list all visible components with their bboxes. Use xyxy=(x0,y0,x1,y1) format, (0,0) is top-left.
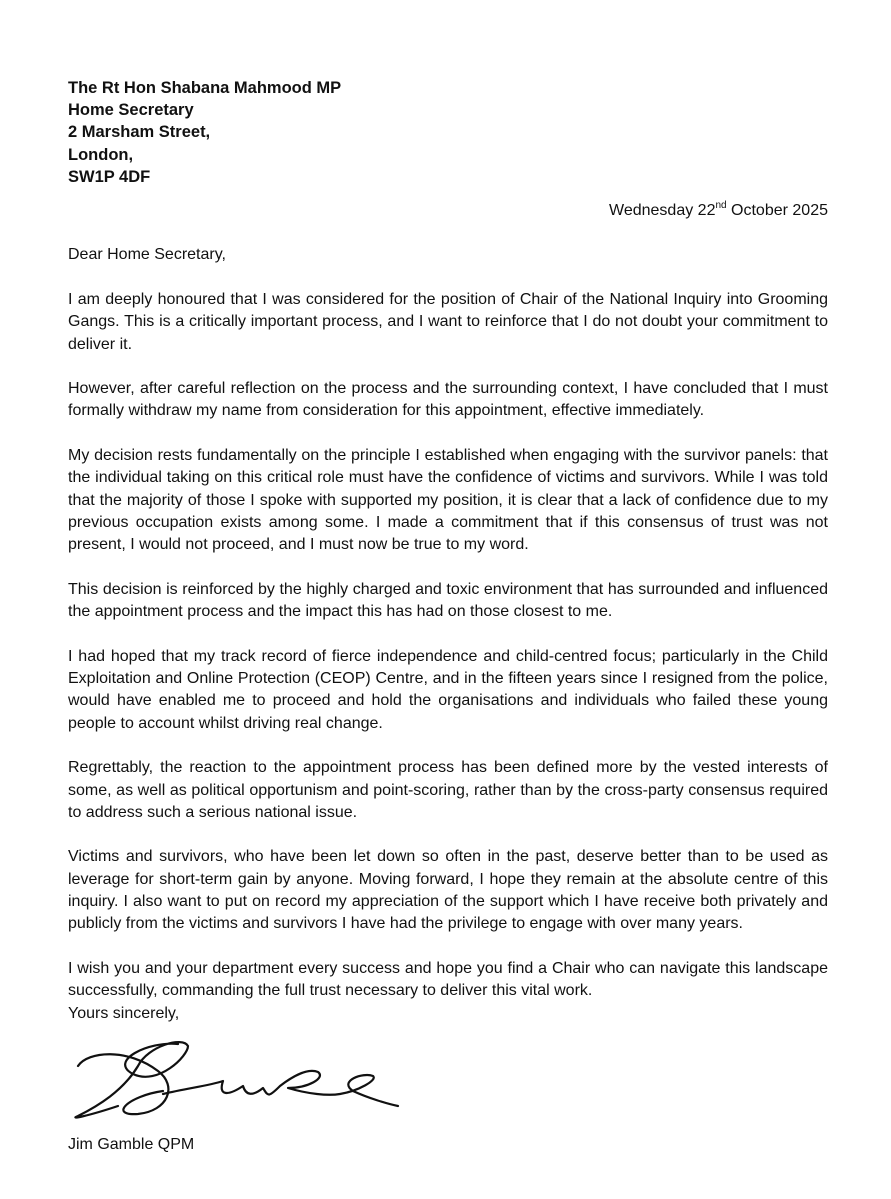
closing: Yours sincerely, xyxy=(68,1005,180,1022)
paragraph: However, after careful reflection on the process and the surrounding context, I have concluded that I must formally withdraw my name from consideration for this appointment, effective immediately. xyxy=(68,380,828,420)
paragraph: Regrettably, the reaction to the appointment process has been defined more by the vested interests of some, as well as political opportunism and point-scoring, rather than by the cross-party consensus required to address such a serious national issue. xyxy=(68,759,828,821)
letter-date xyxy=(609,202,828,220)
paragraph: I am deeply honoured that I was considered for the position of Chair of the National Inquiry into Grooming Gangs. This is a critically important process, and I want to reinforce that I do not doubt your commitment to deliver it. xyxy=(68,291,828,353)
recipient-line: 2 Marsham Street, xyxy=(68,123,211,142)
paragraph: This decision is reinforced by the highly charged and toxic environment that has surrounded and influenced the appointment process and the impact this has had on those closest to me. xyxy=(68,580,828,621)
date-month-year: October 2025 xyxy=(726,202,828,219)
date-ordinal: nd xyxy=(715,200,727,211)
signatory-name: Jim Gamble QPM xyxy=(68,1136,195,1153)
recipient-line: London, xyxy=(68,145,134,164)
paragraph: Victims and survivors, who have been let down so often in the past, deserve better than to be used as leverage for short-term gain by anyone. Moving forward, I hope they remain at the absolute centre of this inquiry. I also want to put on record my appreciation of the support which I have receive both privately and publicly from the victims and survivors I have had the privilege to engage with over many years. xyxy=(68,848,828,933)
recipient-line: SW1P 4DF xyxy=(68,167,151,186)
recipient-address xyxy=(68,77,341,188)
recipient-line: The Rt Hon Shabana Mahmood MP xyxy=(68,79,342,97)
paragraph: I wish you and your department every success and hope you find a Chair who can navigate this landscape successfully, commanding the full trust necessary to deliver this vital work. xyxy=(68,959,828,1000)
letter-body xyxy=(68,289,828,1025)
signature-icon xyxy=(68,1036,408,1121)
recipient-line: Home Secretary xyxy=(68,101,194,120)
paragraph: My decision rests fundamentally on the principle I established when engaging with the survivor panels: that the individual taking on this critical role must have the confidence of victims and survivors. While I was told that the majority of those I spoke with supported my position, it is clear that a lack of confidence due to my previous occupation exists among some. I made a commitment that if this consensus of trust was not present, I would not proceed, and I must now be true to my word. xyxy=(68,447,828,554)
date-day: Wednesday 22 xyxy=(609,202,716,219)
salutation: Dear Home Secretary, xyxy=(68,246,226,263)
paragraph: I had hoped that my track record of fierce independence and child-centred focus; particularly in the Child Exploitation and Online Protection (CEOP) Centre, and in the fifteen years since I resigned from the police, would have enabled me to proceed and hold the organisations and individuals who failed these young people to account whilst driving real change. xyxy=(68,647,828,732)
